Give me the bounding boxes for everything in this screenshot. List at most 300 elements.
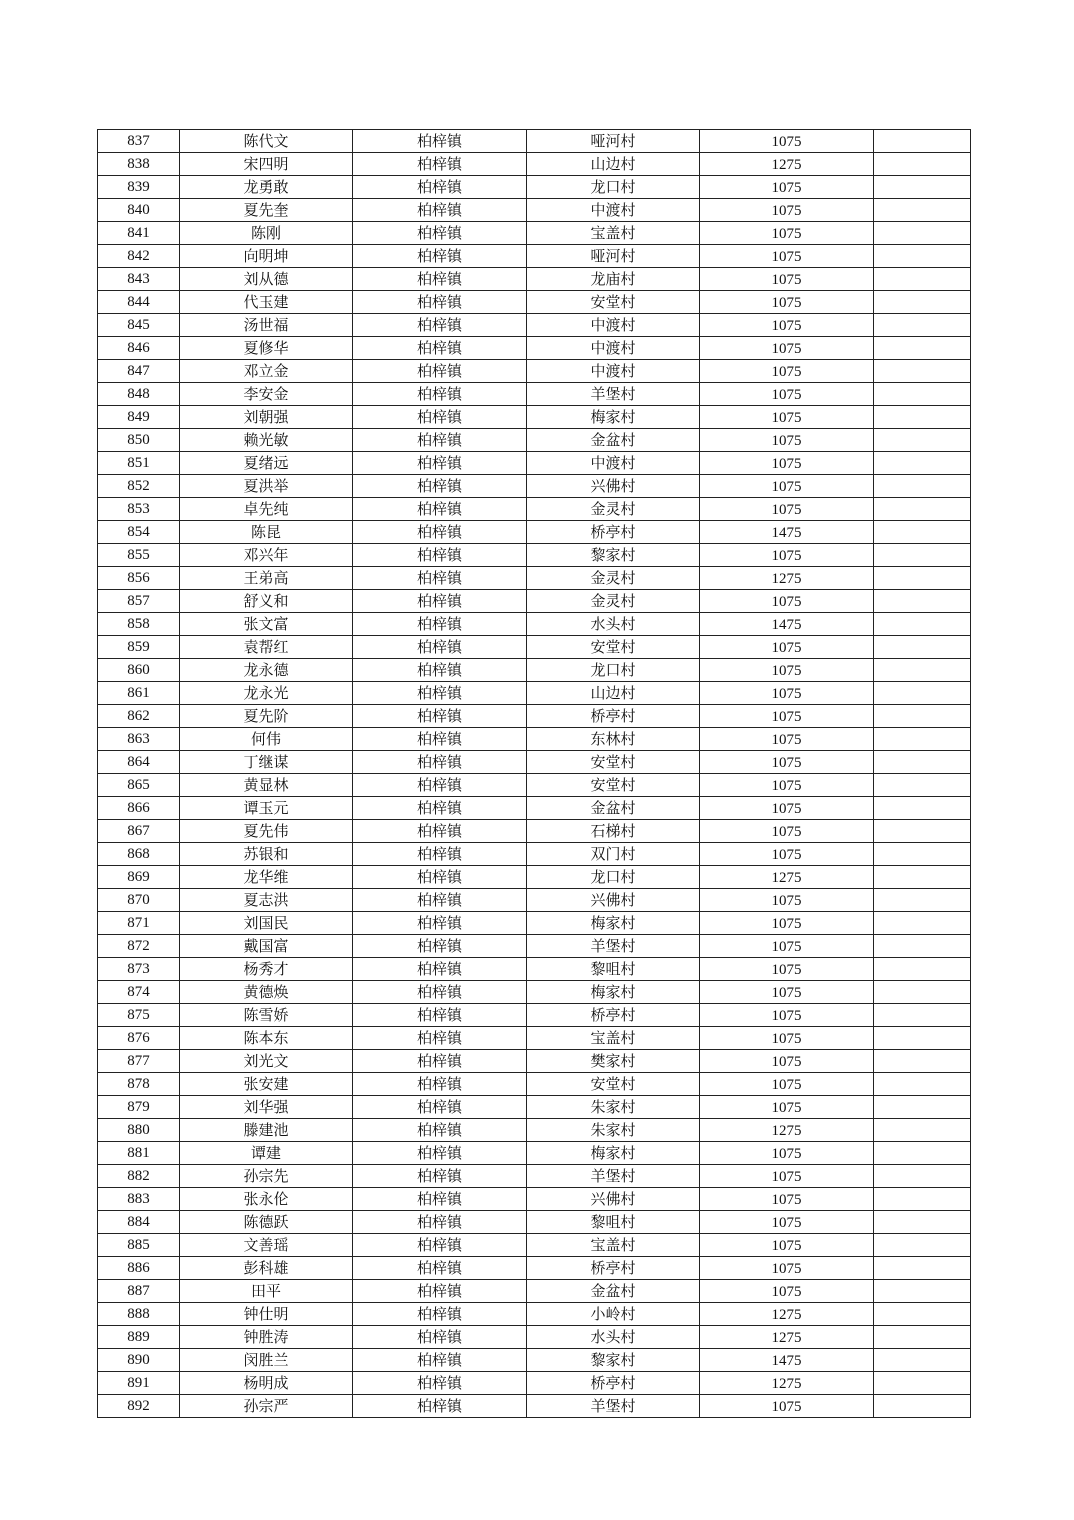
name-cell: 杨明成 <box>180 1372 353 1395</box>
town-cell: 柏梓镇 <box>353 1027 527 1050</box>
village-cell: 兴佛村 <box>527 889 700 912</box>
name-cell: 张文富 <box>180 613 353 636</box>
village-cell: 石梯村 <box>527 820 700 843</box>
row-number-cell: 850 <box>98 429 180 452</box>
village-cell: 宝盖村 <box>527 1234 700 1257</box>
remark-cell <box>874 176 971 199</box>
table-row <box>98 1257 971 1280</box>
name-cell: 谭玉元 <box>180 797 353 820</box>
row-number-cell: 849 <box>98 406 180 429</box>
row-number-cell: 855 <box>98 544 180 567</box>
remark-cell <box>874 1234 971 1257</box>
amount-cell: 1075 <box>700 176 874 199</box>
name-cell: 陈代文 <box>180 130 353 153</box>
town-cell: 柏梓镇 <box>353 383 527 406</box>
table-row <box>98 245 971 268</box>
amount-cell: 1075 <box>700 475 874 498</box>
remark-cell <box>874 820 971 843</box>
row-number-cell: 841 <box>98 222 180 245</box>
village-cell: 黎咀村 <box>527 958 700 981</box>
name-cell: 龙华维 <box>180 866 353 889</box>
name-cell: 夏先伟 <box>180 820 353 843</box>
table-row <box>98 774 971 797</box>
name-cell: 丁继谋 <box>180 751 353 774</box>
remark-cell <box>874 452 971 475</box>
town-cell: 柏梓镇 <box>353 935 527 958</box>
town-cell: 柏梓镇 <box>353 1303 527 1326</box>
table-row <box>98 130 971 153</box>
row-number-cell: 845 <box>98 314 180 337</box>
remark-cell <box>874 797 971 820</box>
town-cell: 柏梓镇 <box>353 728 527 751</box>
name-cell: 夏先奎 <box>180 199 353 222</box>
subsidy-table-container <box>97 129 970 1418</box>
name-cell: 钟胜涛 <box>180 1326 353 1349</box>
table-row <box>98 1303 971 1326</box>
name-cell: 刘华强 <box>180 1096 353 1119</box>
town-cell: 柏梓镇 <box>353 636 527 659</box>
remark-cell <box>874 682 971 705</box>
name-cell: 陈德跃 <box>180 1211 353 1234</box>
village-cell: 樊家村 <box>527 1050 700 1073</box>
town-cell: 柏梓镇 <box>353 1234 527 1257</box>
name-cell: 张永伦 <box>180 1188 353 1211</box>
row-number-cell: 866 <box>98 797 180 820</box>
name-cell: 彭科雄 <box>180 1257 353 1280</box>
amount-cell: 1075 <box>700 774 874 797</box>
row-number-cell: 882 <box>98 1165 180 1188</box>
amount-cell: 1075 <box>700 199 874 222</box>
amount-cell: 1075 <box>700 383 874 406</box>
remark-cell <box>874 1395 971 1418</box>
remark-cell <box>874 245 971 268</box>
name-cell: 龙永德 <box>180 659 353 682</box>
table-row <box>98 291 971 314</box>
row-number-cell: 879 <box>98 1096 180 1119</box>
row-number-cell: 876 <box>98 1027 180 1050</box>
table-row <box>98 222 971 245</box>
amount-cell: 1075 <box>700 498 874 521</box>
village-cell: 梅家村 <box>527 912 700 935</box>
amount-cell: 1075 <box>700 659 874 682</box>
amount-cell: 1075 <box>700 912 874 935</box>
amount-cell: 1075 <box>700 291 874 314</box>
row-number-cell: 887 <box>98 1280 180 1303</box>
name-cell: 刘从德 <box>180 268 353 291</box>
table-row <box>98 498 971 521</box>
remark-cell <box>874 1303 971 1326</box>
table-row <box>98 567 971 590</box>
name-cell: 夏先阶 <box>180 705 353 728</box>
table-row <box>98 1142 971 1165</box>
row-number-cell: 889 <box>98 1326 180 1349</box>
table-row <box>98 659 971 682</box>
amount-cell: 1075 <box>700 981 874 1004</box>
row-number-cell: 861 <box>98 682 180 705</box>
table-row <box>98 981 971 1004</box>
name-cell: 赖光敏 <box>180 429 353 452</box>
row-number-cell: 837 <box>98 130 180 153</box>
village-cell: 羊堡村 <box>527 1395 700 1418</box>
name-cell: 袁帮红 <box>180 636 353 659</box>
town-cell: 柏梓镇 <box>353 1211 527 1234</box>
town-cell: 柏梓镇 <box>353 889 527 912</box>
remark-cell <box>874 199 971 222</box>
table-row <box>98 1050 971 1073</box>
remark-cell <box>874 475 971 498</box>
row-number-cell: 842 <box>98 245 180 268</box>
remark-cell <box>874 314 971 337</box>
table-row <box>98 751 971 774</box>
remark-cell <box>874 981 971 1004</box>
name-cell: 黄德焕 <box>180 981 353 1004</box>
village-cell: 金盆村 <box>527 797 700 820</box>
remark-cell <box>874 912 971 935</box>
row-number-cell: 881 <box>98 1142 180 1165</box>
amount-cell: 1075 <box>700 682 874 705</box>
remark-cell <box>874 130 971 153</box>
name-cell: 何伟 <box>180 728 353 751</box>
village-cell: 安堂村 <box>527 774 700 797</box>
remark-cell <box>874 1165 971 1188</box>
remark-cell <box>874 337 971 360</box>
row-number-cell: 888 <box>98 1303 180 1326</box>
amount-cell: 1075 <box>700 751 874 774</box>
remark-cell <box>874 567 971 590</box>
remark-cell <box>874 1027 971 1050</box>
name-cell: 张安建 <box>180 1073 353 1096</box>
village-cell: 梅家村 <box>527 406 700 429</box>
town-cell: 柏梓镇 <box>353 1096 527 1119</box>
name-cell: 夏修华 <box>180 337 353 360</box>
amount-cell: 1275 <box>700 153 874 176</box>
remark-cell <box>874 1004 971 1027</box>
amount-cell: 1075 <box>700 705 874 728</box>
table-row <box>98 958 971 981</box>
village-cell: 水头村 <box>527 1326 700 1349</box>
amount-cell: 1075 <box>700 1395 874 1418</box>
name-cell: 文善瑶 <box>180 1234 353 1257</box>
remark-cell <box>874 1050 971 1073</box>
table-row <box>98 153 971 176</box>
town-cell: 柏梓镇 <box>353 452 527 475</box>
name-cell: 王弟高 <box>180 567 353 590</box>
row-number-cell: 891 <box>98 1372 180 1395</box>
village-cell: 哑河村 <box>527 130 700 153</box>
name-cell: 卓先纯 <box>180 498 353 521</box>
remark-cell <box>874 1188 971 1211</box>
village-cell: 朱家村 <box>527 1119 700 1142</box>
town-cell: 柏梓镇 <box>353 1349 527 1372</box>
remark-cell <box>874 590 971 613</box>
table-row <box>98 1349 971 1372</box>
name-cell: 谭建 <box>180 1142 353 1165</box>
name-cell: 刘朝强 <box>180 406 353 429</box>
town-cell: 柏梓镇 <box>353 705 527 728</box>
town-cell: 柏梓镇 <box>353 1004 527 1027</box>
amount-cell: 1075 <box>700 1073 874 1096</box>
table-row <box>98 337 971 360</box>
amount-cell: 1075 <box>700 1165 874 1188</box>
town-cell: 柏梓镇 <box>353 958 527 981</box>
remark-cell <box>874 544 971 567</box>
row-number-cell: 854 <box>98 521 180 544</box>
town-cell: 柏梓镇 <box>353 153 527 176</box>
amount-cell: 1075 <box>700 958 874 981</box>
town-cell: 柏梓镇 <box>353 820 527 843</box>
amount-cell: 1075 <box>700 728 874 751</box>
row-number-cell: 867 <box>98 820 180 843</box>
amount-cell: 1075 <box>700 1257 874 1280</box>
name-cell: 孙宗严 <box>180 1395 353 1418</box>
village-cell: 金灵村 <box>527 498 700 521</box>
village-cell: 桥亭村 <box>527 1372 700 1395</box>
amount-cell: 1075 <box>700 1211 874 1234</box>
row-number-cell: 840 <box>98 199 180 222</box>
village-cell: 中渡村 <box>527 360 700 383</box>
row-number-cell: 860 <box>98 659 180 682</box>
row-number-cell: 884 <box>98 1211 180 1234</box>
table-row <box>98 889 971 912</box>
town-cell: 柏梓镇 <box>353 912 527 935</box>
amount-cell: 1075 <box>700 360 874 383</box>
table-row <box>98 820 971 843</box>
village-cell: 朱家村 <box>527 1096 700 1119</box>
remark-cell <box>874 636 971 659</box>
row-number-cell: 885 <box>98 1234 180 1257</box>
name-cell: 杨秀才 <box>180 958 353 981</box>
village-cell: 中渡村 <box>527 314 700 337</box>
town-cell: 柏梓镇 <box>353 866 527 889</box>
row-number-cell: 843 <box>98 268 180 291</box>
name-cell: 滕建池 <box>180 1119 353 1142</box>
table-row <box>98 636 971 659</box>
name-cell: 夏绪远 <box>180 452 353 475</box>
table-row <box>98 1211 971 1234</box>
table-row <box>98 314 971 337</box>
name-cell: 戴国富 <box>180 935 353 958</box>
amount-cell: 1075 <box>700 843 874 866</box>
village-cell: 安堂村 <box>527 291 700 314</box>
table-row <box>98 406 971 429</box>
row-number-cell: 886 <box>98 1257 180 1280</box>
table-row <box>98 199 971 222</box>
table-row <box>98 1096 971 1119</box>
row-number-cell: 890 <box>98 1349 180 1372</box>
name-cell: 黄显林 <box>180 774 353 797</box>
town-cell: 柏梓镇 <box>353 1395 527 1418</box>
remark-cell <box>874 1326 971 1349</box>
town-cell: 柏梓镇 <box>353 498 527 521</box>
amount-cell: 1075 <box>700 590 874 613</box>
village-cell: 羊堡村 <box>527 1165 700 1188</box>
table-row <box>98 1372 971 1395</box>
table-row <box>98 268 971 291</box>
name-cell: 闵胜兰 <box>180 1349 353 1372</box>
name-cell: 代玉建 <box>180 291 353 314</box>
village-cell: 宝盖村 <box>527 1027 700 1050</box>
village-cell: 龙口村 <box>527 866 700 889</box>
row-number-cell: 865 <box>98 774 180 797</box>
remark-cell <box>874 1142 971 1165</box>
table-body <box>98 130 971 1418</box>
row-number-cell: 873 <box>98 958 180 981</box>
village-cell: 中渡村 <box>527 452 700 475</box>
town-cell: 柏梓镇 <box>353 797 527 820</box>
row-number-cell: 859 <box>98 636 180 659</box>
town-cell: 柏梓镇 <box>353 1280 527 1303</box>
amount-cell: 1075 <box>700 406 874 429</box>
village-cell: 羊堡村 <box>527 935 700 958</box>
table-row <box>98 912 971 935</box>
row-number-cell: 869 <box>98 866 180 889</box>
table-row <box>98 590 971 613</box>
village-cell: 金灵村 <box>527 567 700 590</box>
row-number-cell: 862 <box>98 705 180 728</box>
name-cell: 苏银和 <box>180 843 353 866</box>
remark-cell <box>874 222 971 245</box>
town-cell: 柏梓镇 <box>353 567 527 590</box>
amount-cell: 1275 <box>700 1303 874 1326</box>
village-cell: 双门村 <box>527 843 700 866</box>
row-number-cell: 870 <box>98 889 180 912</box>
table-row <box>98 613 971 636</box>
village-cell: 龙口村 <box>527 659 700 682</box>
town-cell: 柏梓镇 <box>353 360 527 383</box>
remark-cell <box>874 1211 971 1234</box>
table-row <box>98 1395 971 1418</box>
town-cell: 柏梓镇 <box>353 176 527 199</box>
remark-cell <box>874 659 971 682</box>
row-number-cell: 864 <box>98 751 180 774</box>
amount-cell: 1075 <box>700 1142 874 1165</box>
amount-cell: 1075 <box>700 636 874 659</box>
town-cell: 柏梓镇 <box>353 981 527 1004</box>
table-row <box>98 866 971 889</box>
amount-cell: 1075 <box>700 1027 874 1050</box>
town-cell: 柏梓镇 <box>353 774 527 797</box>
name-cell: 舒义和 <box>180 590 353 613</box>
table-row <box>98 452 971 475</box>
amount-cell: 1075 <box>700 889 874 912</box>
village-cell: 梅家村 <box>527 981 700 1004</box>
amount-cell: 1275 <box>700 1372 874 1395</box>
village-cell: 黎家村 <box>527 1349 700 1372</box>
name-cell: 邓兴年 <box>180 544 353 567</box>
village-cell: 安堂村 <box>527 751 700 774</box>
row-number-cell: 838 <box>98 153 180 176</box>
village-cell: 龙庙村 <box>527 268 700 291</box>
amount-cell: 1075 <box>700 337 874 360</box>
amount-cell: 1075 <box>700 222 874 245</box>
amount-cell: 1075 <box>700 1050 874 1073</box>
table-row <box>98 429 971 452</box>
amount-cell: 1075 <box>700 130 874 153</box>
town-cell: 柏梓镇 <box>353 1050 527 1073</box>
town-cell: 柏梓镇 <box>353 1257 527 1280</box>
remark-cell <box>874 1372 971 1395</box>
amount-cell: 1075 <box>700 452 874 475</box>
village-cell: 安堂村 <box>527 636 700 659</box>
village-cell: 桥亭村 <box>527 1004 700 1027</box>
village-cell: 金灵村 <box>527 590 700 613</box>
table-row <box>98 521 971 544</box>
amount-cell: 1075 <box>700 544 874 567</box>
town-cell: 柏梓镇 <box>353 751 527 774</box>
village-cell: 金盆村 <box>527 429 700 452</box>
row-number-cell: 878 <box>98 1073 180 1096</box>
village-cell: 小岭村 <box>527 1303 700 1326</box>
remark-cell <box>874 889 971 912</box>
name-cell: 汤世福 <box>180 314 353 337</box>
amount-cell: 1075 <box>700 1004 874 1027</box>
village-cell: 山边村 <box>527 153 700 176</box>
remark-cell <box>874 705 971 728</box>
row-number-cell: 863 <box>98 728 180 751</box>
remark-cell <box>874 958 971 981</box>
remark-cell <box>874 843 971 866</box>
name-cell: 宋四明 <box>180 153 353 176</box>
town-cell: 柏梓镇 <box>353 130 527 153</box>
amount-cell: 1075 <box>700 797 874 820</box>
village-cell: 桥亭村 <box>527 705 700 728</box>
name-cell: 邓立金 <box>180 360 353 383</box>
town-cell: 柏梓镇 <box>353 1165 527 1188</box>
amount-cell: 1075 <box>700 1188 874 1211</box>
amount-cell: 1075 <box>700 1280 874 1303</box>
row-number-cell: 848 <box>98 383 180 406</box>
remark-cell <box>874 1280 971 1303</box>
remark-cell <box>874 866 971 889</box>
town-cell: 柏梓镇 <box>353 1073 527 1096</box>
row-number-cell: 852 <box>98 475 180 498</box>
row-number-cell: 877 <box>98 1050 180 1073</box>
table-row <box>98 360 971 383</box>
subsidy-table <box>97 129 971 1418</box>
table-row <box>98 1119 971 1142</box>
name-cell: 陈昆 <box>180 521 353 544</box>
remark-cell <box>874 153 971 176</box>
row-number-cell: 846 <box>98 337 180 360</box>
village-cell: 水头村 <box>527 613 700 636</box>
town-cell: 柏梓镇 <box>353 544 527 567</box>
town-cell: 柏梓镇 <box>353 521 527 544</box>
remark-cell <box>874 406 971 429</box>
town-cell: 柏梓镇 <box>353 682 527 705</box>
village-cell: 羊堡村 <box>527 383 700 406</box>
row-number-cell: 868 <box>98 843 180 866</box>
name-cell: 龙永光 <box>180 682 353 705</box>
town-cell: 柏梓镇 <box>353 199 527 222</box>
town-cell: 柏梓镇 <box>353 613 527 636</box>
remark-cell <box>874 935 971 958</box>
town-cell: 柏梓镇 <box>353 1372 527 1395</box>
town-cell: 柏梓镇 <box>353 1119 527 1142</box>
remark-cell <box>874 291 971 314</box>
row-number-cell: 871 <box>98 912 180 935</box>
remark-cell <box>874 751 971 774</box>
village-cell: 宝盖村 <box>527 222 700 245</box>
amount-cell: 1075 <box>700 245 874 268</box>
village-cell: 龙口村 <box>527 176 700 199</box>
table-row <box>98 1280 971 1303</box>
row-number-cell: 880 <box>98 1119 180 1142</box>
remark-cell <box>874 521 971 544</box>
table-row <box>98 935 971 958</box>
town-cell: 柏梓镇 <box>353 1326 527 1349</box>
table-row <box>98 843 971 866</box>
table-row <box>98 1188 971 1211</box>
